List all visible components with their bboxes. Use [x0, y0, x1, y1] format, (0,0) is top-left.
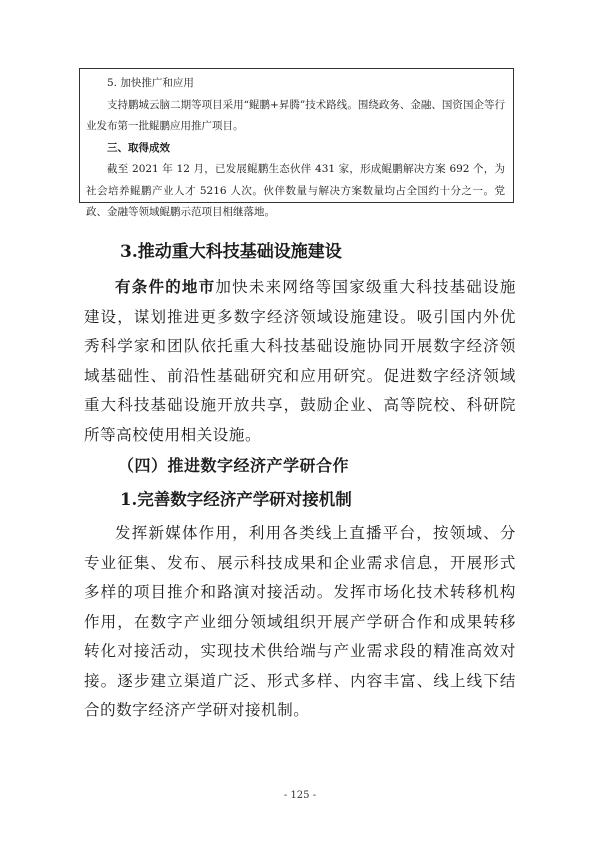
item-5-title: 5. 加快推广和应用 — [107, 77, 194, 89]
heading-mechanism: 1.完善数字经济产学研对接机制 — [120, 490, 352, 509]
paragraph-mechanism: 发挥新媒体作用，利用各类线上直播平台，按领域、分专业征集、发布、展示科技成果和企业需求信息，开展形式多样的项目推介和路演对接活动。发挥市场化技术转移机构作用，在数字产业细分领域组织开展产学研合作和成果转移转化对接活动，实现技术供给端与产业需求段的精准高效对接。逐步建立渠道广泛、形式多样、内容丰富、线上线下结合的数字经济产学研对接机制。 — [84, 524, 516, 719]
section-3-title: 三、取得成效 — [107, 141, 170, 154]
paragraph-lead: 有条件的地市 — [115, 277, 216, 296]
item-5-text: 支持鹏城云脑二期等项目采用“鲲鹏+昇腾”技术路线。围绕政务、金融、国资国企等行业发布第一批鲲鹏应用推广项目。 — [86, 98, 505, 132]
section-heading-cooperation: （四）推进数字经济产学研合作 — [118, 456, 350, 475]
page-number: - 125 - — [283, 790, 317, 801]
heading-infrastructure: 3.推动重大科技基础设施建设 — [120, 242, 342, 262]
case-study-box — [79, 68, 514, 218]
paragraph-infrastructure — [84, 272, 516, 450]
section-3-text: 截至 2021 年 12 月，已发展鲲鹏生态伙伴 431 家，形成鲲鹏解决方案 692 个，为社会培养鲲鹏产业人才 5216 人次。伙伴数量与解决方案数量均占全国约十分之一。党政、金融等领域鲲鹏示范项目相继落地。 — [86, 163, 505, 218]
paragraph-body: 加快未来网络等国家级重大科技基础设施建设，谋划推进更多数字经济领域设施建设。吸引国内外优秀科学家和团队依托重大科技基础设施协同开展数字经济领域基础性、前沿性基础研究和应用研究。促进数字经济领域重大科技基础设施开放共享，鼓励企业、高等院校、科研院所等高校使用相关设施。 — [84, 278, 516, 444]
